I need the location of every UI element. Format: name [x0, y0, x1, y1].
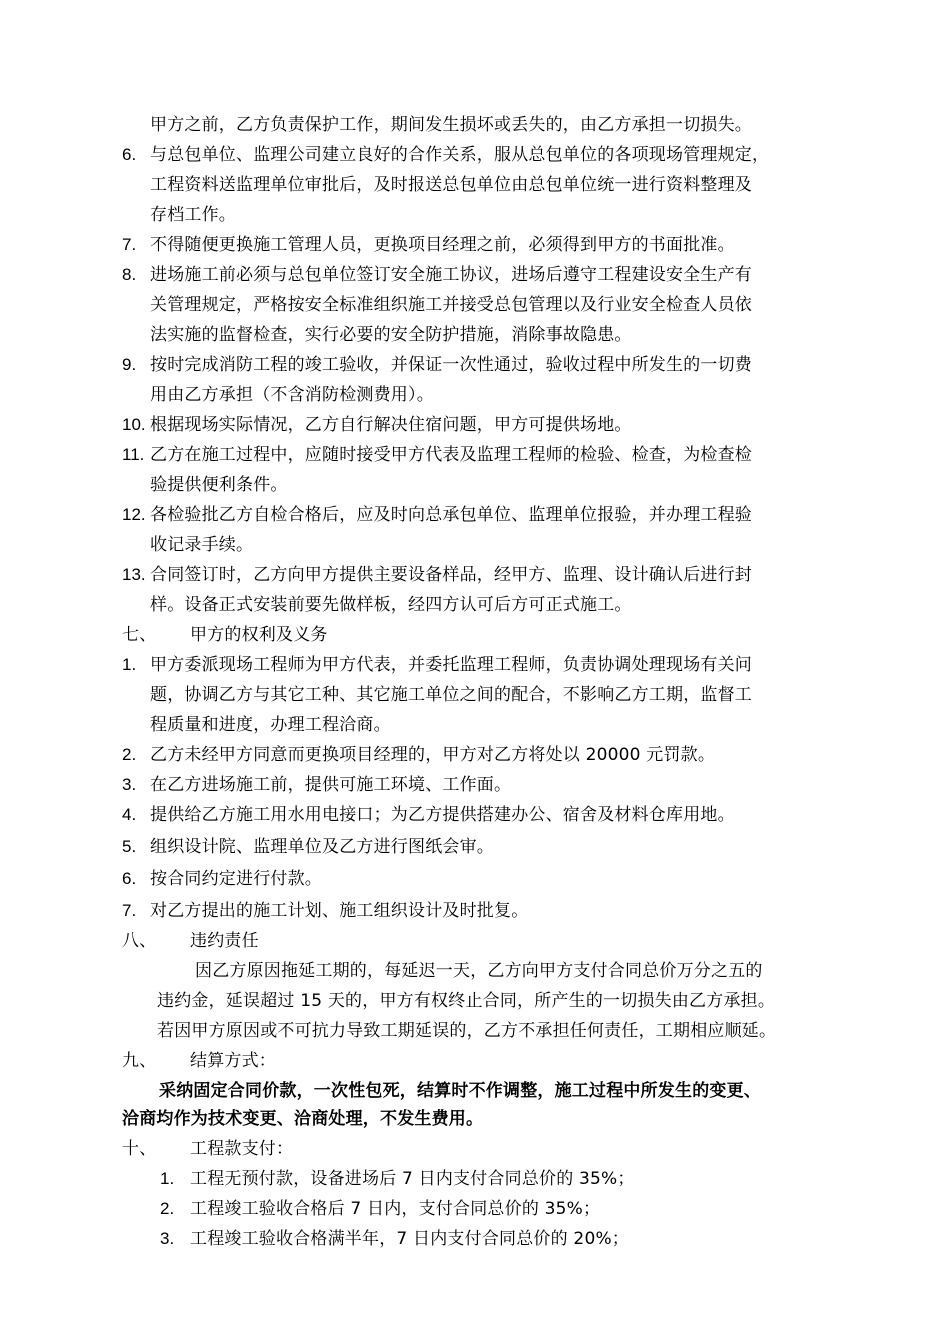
section-number: 九、: [122, 1051, 157, 1071]
section-heading: 违约责任: [190, 931, 259, 951]
list-item-line: 与总包单位、监理公司建立良好的合作关系，服从总包单位的各项现场管理规定，: [150, 145, 770, 165]
list-item-line: 法实施的监督检查，实行必要的安全防护措施，消除事故隐患。: [150, 325, 632, 345]
list-number: 7.: [122, 901, 137, 920]
list-item-line: 进场施工前必须与总包单位签订安全施工协议，进场后遵守工程建设安全生产有: [150, 265, 752, 285]
list-item-line: 乙方未经甲方同意而更换项目经理的，甲方对乙方将处以 20000 元罚款。: [150, 745, 716, 765]
list-item-line: 验提供便利条件。: [150, 475, 288, 495]
list-item-line: 按合同约定进行付款。: [150, 869, 322, 889]
list-item-line: 合同签订时，乙方向甲方提供主要设备样品，经甲方、监理、设计确认后进行封: [150, 565, 752, 585]
list-item-line: 在乙方进场施工前，提供可施工环境、工作面。: [150, 775, 512, 795]
list-number: 11.: [122, 445, 145, 464]
list-item-line: 存档工作。: [150, 205, 236, 225]
item-continuation-line: 甲方之前，乙方负责保护工作，期间发生损坏或丢失的，由乙方承担一切损失。: [150, 115, 752, 135]
list-item-line: 工程竣工验收合格满半年，7 日内支付合同总价的 20%；: [190, 1229, 630, 1249]
list-number: 2.: [160, 1199, 175, 1218]
list-item-line: 各检验批乙方自检合格后，应及时向总承包单位、监理单位报验，并办理工程验: [150, 505, 752, 525]
list-item-line: 甲方委派现场工程师为甲方代表，并委托监理工程师，负责协调处理现场有关问: [150, 655, 752, 675]
list-number: 9.: [122, 355, 137, 374]
list-item-line: 工程无预付款，设备进场后 7 日内支付合同总价的 35%；: [190, 1169, 635, 1189]
list-number: 1.: [122, 655, 137, 674]
list-item-line: 程质量和进度，办理工程洽商。: [150, 715, 391, 735]
list-item-line: 样。设备正式安装前要先做样板，经四方认可后方可正式施工。: [150, 595, 632, 615]
section-heading: 工程款支付：: [190, 1139, 294, 1159]
list-item-line: 不得随便更换施工管理人员，更换项目经理之前，必须得到甲方的书面批准。: [150, 235, 735, 255]
list-number: 2.: [122, 745, 137, 764]
list-number: 7.: [122, 235, 137, 254]
paragraph-line: 洽商均作为技术变更、洽商处理，不发生费用。: [122, 1109, 484, 1129]
list-number: 3.: [160, 1229, 175, 1248]
paragraph-line: 因乙方原因拖延工期的，每延迟一天，乙方向甲方支付合同总价万分之五的: [195, 961, 763, 981]
list-number: 5.: [122, 837, 137, 856]
paragraph-line: 违约金，延误超过 15 天的，甲方有权终止合同，所产生的一切损失由乙方承担。: [157, 991, 776, 1011]
list-number: 4.: [122, 805, 137, 824]
list-item-line: 按时完成消防工程的竣工验收，并保证一次性通过，验收过程中所发生的一切费: [150, 355, 752, 375]
list-number: 13.: [122, 565, 146, 584]
section-heading: 甲方的权利及义务: [190, 625, 328, 645]
list-number: 10.: [122, 415, 146, 434]
list-item-line: 乙方在施工过程中，应随时接受甲方代表及监理工程师的检验、检查，为检查检: [150, 445, 752, 465]
list-number: 8.: [122, 265, 137, 284]
section-heading: 结算方式：: [190, 1051, 276, 1071]
list-number: 1.: [160, 1169, 175, 1188]
list-number: 6.: [122, 145, 137, 164]
list-number: 12.: [122, 505, 146, 524]
list-item-line: 收记录手续。: [150, 535, 254, 555]
paragraph-line: 采纳固定合同价款，一次性包死，结算时不作调整，施工过程中所发生的变更、: [159, 1081, 761, 1101]
list-number: 6.: [122, 869, 137, 888]
list-item-line: 工程竣工验收合格后 7 日内，支付合同总价的 35%；: [190, 1199, 601, 1219]
list-item-line: 组织设计院、监理单位及乙方进行图纸会审。: [150, 837, 494, 857]
list-item-line: 用由乙方承担（不含消防检测费用）。: [150, 385, 434, 405]
list-item-line: 提供给乙方施工用水用电接口；为乙方提供搭建办公、宿舍及材料仓库用地。: [150, 805, 735, 825]
section-number: 八、: [122, 931, 157, 951]
list-number: 3.: [122, 775, 137, 794]
list-item-line: 题，协调乙方与其它工种、其它施工单位之间的配合，不影响乙方工期，监督工: [150, 685, 752, 705]
list-item-line: 工程资料送监理单位审批后，及时报送总包单位由总包单位统一进行资料整理及: [150, 175, 752, 195]
list-item-line: 关管理规定，严格按安全标准组织施工并接受总包管理以及行业安全检查人员依: [150, 295, 752, 315]
list-item-line: 对乙方提出的施工计划、施工组织设计及时批复。: [150, 901, 529, 921]
section-number: 十、: [122, 1139, 157, 1159]
section-number: 七、: [122, 625, 157, 645]
paragraph-line: 若因甲方原因或不可抗力导致工期延误的，乙方不承担任何责任，工期相应顺延。: [157, 1021, 777, 1041]
list-item-line: 根据现场实际情况，乙方自行解决住宿问题，甲方可提供场地。: [150, 415, 632, 435]
